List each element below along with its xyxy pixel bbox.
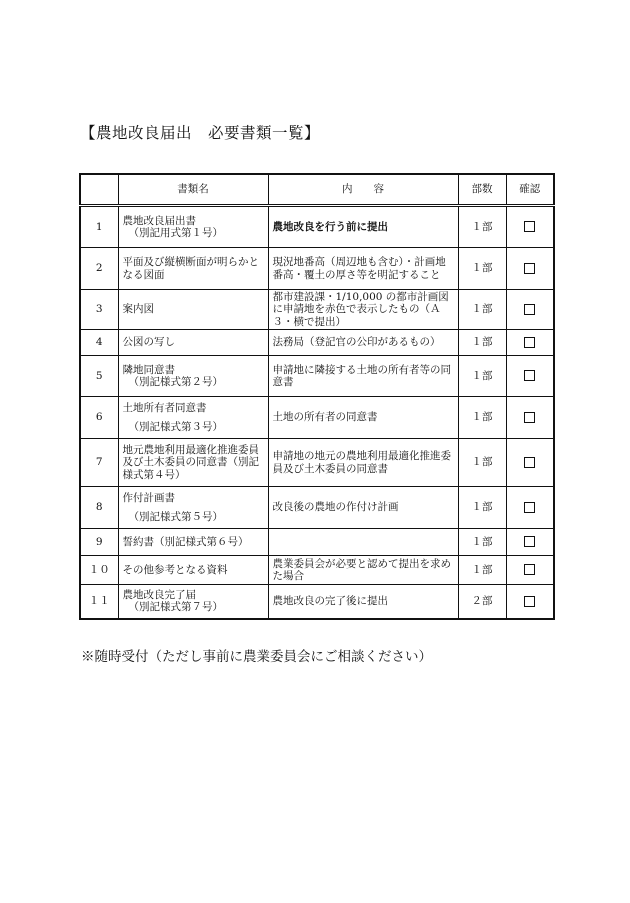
check-cell[interactable]	[506, 585, 554, 619]
row-number: 3	[80, 290, 118, 330]
row-number: 9	[80, 529, 118, 556]
table-row	[80, 330, 554, 356]
table-row	[80, 529, 554, 556]
table-row	[80, 290, 554, 330]
table-row	[80, 487, 554, 529]
table-header-row	[80, 174, 554, 206]
checkbox-icon[interactable]	[524, 304, 535, 315]
check-cell[interactable]	[506, 248, 554, 290]
checkbox-icon[interactable]	[524, 502, 535, 513]
copy-count: １部	[458, 439, 506, 487]
checkbox-icon[interactable]	[524, 221, 535, 232]
document-content: 農地改良の完了後に提出	[268, 585, 458, 619]
check-cell[interactable]	[506, 556, 554, 585]
table-row	[80, 356, 554, 397]
header-copies: 部数	[458, 174, 506, 206]
page-title: 【農地改良届出 必要書類一覧】	[80, 124, 321, 142]
row-number: 8	[80, 487, 118, 529]
document-name: 公図の写し	[118, 330, 268, 356]
check-cell[interactable]	[506, 487, 554, 529]
checkbox-icon[interactable]	[524, 337, 535, 348]
copy-count: １部	[458, 356, 506, 397]
table-row	[80, 439, 554, 487]
copy-count: １部	[458, 556, 506, 585]
header-no	[80, 174, 118, 206]
document-name: 農地改良届出書 （別記用式第１号）	[118, 206, 268, 248]
document-name: 作付計画書 （別記様式第５号）	[118, 487, 268, 529]
copy-count: １部	[458, 206, 506, 248]
required-documents-table	[79, 173, 555, 620]
table-row	[80, 585, 554, 619]
row-number: １１	[80, 585, 118, 619]
header-document-name: 書類名	[118, 174, 268, 206]
row-number: 7	[80, 439, 118, 487]
document-content	[268, 529, 458, 556]
copy-count: １部	[458, 487, 506, 529]
check-cell[interactable]	[506, 529, 554, 556]
check-cell[interactable]	[506, 206, 554, 248]
copy-count: １部	[458, 290, 506, 330]
footnote: ※随時受付（ただし事前に農業委員会にご相談ください）	[81, 649, 432, 665]
row-number: 4	[80, 330, 118, 356]
table-row	[80, 556, 554, 585]
document-name: 案内図	[118, 290, 268, 330]
header-check: 確認	[506, 174, 554, 206]
copy-count: １部	[458, 330, 506, 356]
checkbox-icon[interactable]	[524, 370, 535, 381]
row-number: １０	[80, 556, 118, 585]
document-content: 都市建設課・1/10,000 の都市計画図に申請地を赤色で表示したもの（Ａ３・横で提出）	[268, 290, 458, 330]
copy-count: １部	[458, 529, 506, 556]
document-name: 土地所有者同意書 （別記様式第３号）	[118, 397, 268, 439]
checkbox-icon[interactable]	[524, 536, 535, 547]
document-content: 農地改良を行う前に提出	[268, 206, 458, 248]
checkbox-icon[interactable]	[524, 596, 535, 607]
document-content: 農業委員会が必要と認めて提出を求めた場合	[268, 556, 458, 585]
check-cell[interactable]	[506, 439, 554, 487]
checkbox-icon[interactable]	[524, 564, 535, 575]
document-content: 改良後の農地の作付け計画	[268, 487, 458, 529]
row-number: 5	[80, 356, 118, 397]
copy-count: １部	[458, 248, 506, 290]
row-number: 2	[80, 248, 118, 290]
document-name: 隣地同意書 （別記様式第２号）	[118, 356, 268, 397]
document-name: 平面及び縦横断面が明らかとなる図面	[118, 248, 268, 290]
document-content: 現況地番高（周辺地も含む）・計画地番高・覆土の厚さ等を明記すること	[268, 248, 458, 290]
row-number: 6	[80, 397, 118, 439]
table-row	[80, 248, 554, 290]
checkbox-icon[interactable]	[524, 457, 535, 468]
row-number: 1	[80, 206, 118, 248]
checkbox-icon[interactable]	[524, 412, 535, 423]
checkbox-icon[interactable]	[524, 263, 535, 274]
table-row	[80, 397, 554, 439]
document-name: 誓約書（別記様式第６号）	[118, 529, 268, 556]
document-content: 申請地の地元の農地利用最適化推進委員及び土木委員の同意書	[268, 439, 458, 487]
document-name: 農地改良完了届 （別記様式第７号）	[118, 585, 268, 619]
check-cell[interactable]	[506, 397, 554, 439]
document-name: その他参考となる資料	[118, 556, 268, 585]
header-content: 内 容	[268, 174, 458, 206]
table-row	[80, 206, 554, 248]
copy-count: ２部	[458, 585, 506, 619]
document-name: 地元農地利用最適化推進委員及び土木委員の同意書（別記様式第４号）	[118, 439, 268, 487]
check-cell[interactable]	[506, 330, 554, 356]
copy-count: １部	[458, 397, 506, 439]
document-content: 土地の所有者の同意書	[268, 397, 458, 439]
document-content: 申請地に隣接する土地の所有者等の同意書	[268, 356, 458, 397]
document-content: 法務局（登記官の公印があるもの）	[268, 330, 458, 356]
check-cell[interactable]	[506, 356, 554, 397]
check-cell[interactable]	[506, 290, 554, 330]
